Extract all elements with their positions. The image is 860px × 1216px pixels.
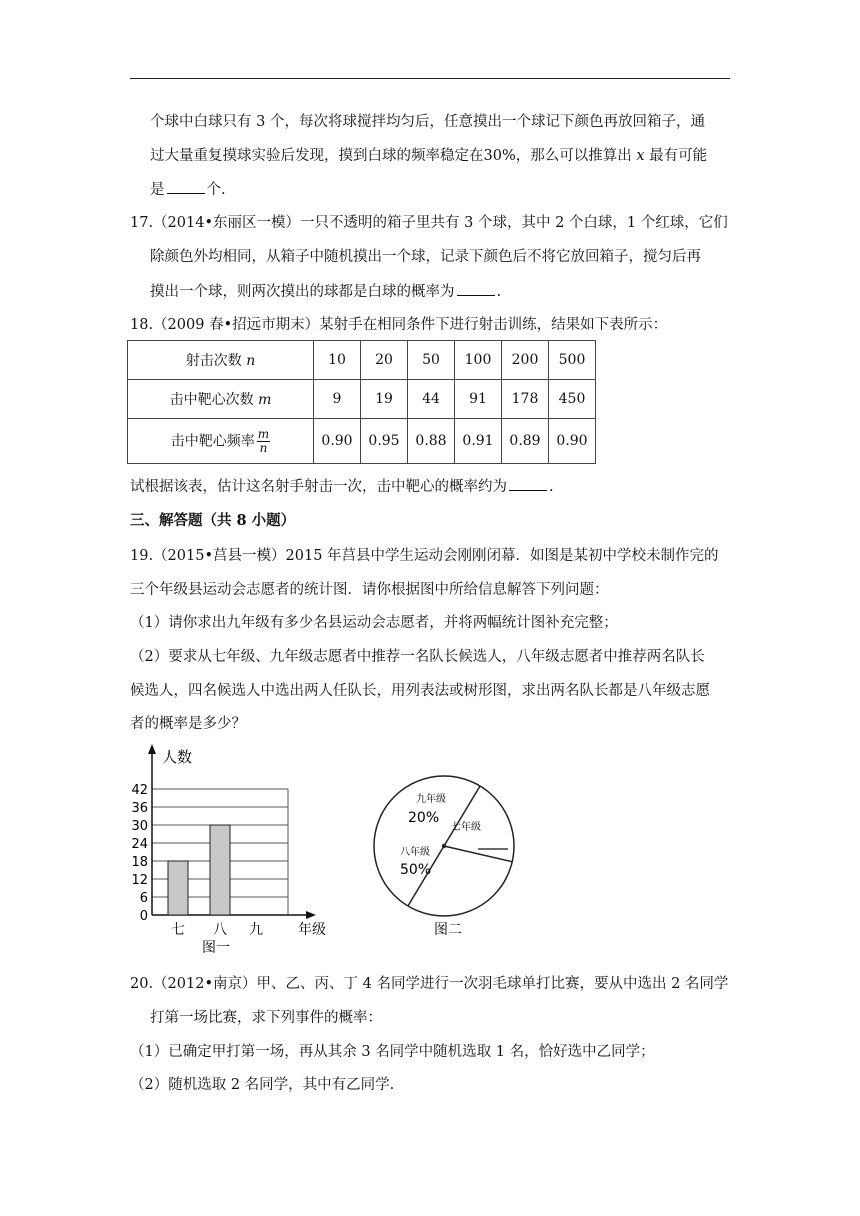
q17-line1: 17.（2014•东丽区一模）一只不透明的箱子里共有 3 个球，其中 2 个白球，1 个红球，它们 [130,215,728,231]
pie-center [442,844,446,848]
q19-line4: （2）要求从七年级、九年级志愿者中推荐一名队长候选人，八年级志愿者中推荐两名队长 [130,649,705,665]
x-tick-label: 七 [171,922,185,938]
bar-8 [210,825,230,915]
q20-line1: 20.（2012•南京）甲、乙、丙、丁 4 名同学进行一次羽毛球单打比赛，要从中选出 2 名同学 [130,976,729,992]
y-tick-label: 24 [131,837,148,852]
chart-title: 图一 [202,940,230,956]
bar-7 [168,861,188,915]
y-tick-label: 6 [139,891,148,906]
table-cell: 0.95 [361,419,408,464]
table-cell: 9 [314,380,361,419]
table-row-header: 击中靶心次数 m [128,380,314,419]
q20-line4: （2）随机选取 2 名同学，其中有乙同学. [130,1077,395,1093]
answer-blank [167,179,205,194]
table-cell: 0.89 [502,419,549,464]
table-cell: 450 [549,380,596,419]
chart-bars [168,825,230,915]
q20-line2: 打第一场比赛，求下列事件的概率： [150,1010,382,1026]
table-cell: 0.90 [314,419,361,464]
y-tick-label: 12 [131,873,148,888]
table-cell: 10 [314,341,361,380]
y-tick-label: 36 [131,801,148,816]
table-cell: 0.91 [455,419,502,464]
slice-label-grade8: 八年级 [400,847,430,858]
table-cell: 91 [455,380,502,419]
y-tick-label: 30 [131,819,148,834]
y-axis-arrow [148,744,156,754]
q19-line5: 候选人，四名候选人中选出两人任队长，用列表法或树形图，求出两名队长都是八年级志愿 [130,683,710,699]
y-axis-label: 人数 [162,748,193,766]
q19-line6: 者的概率是多少？ [130,716,246,732]
q18-after: 试根据该表，估计这名射手射击一次，击中靶心的概率约为 . [130,476,554,497]
x-axis-arrow [306,911,316,919]
fraction-m-over-n: $\frac{m}{n}$ [257,426,270,455]
x-tick-label: 八 [213,922,227,938]
chart-title: 图二 [434,922,462,938]
answer-blank [509,476,547,491]
y-tick-label: 42 [131,783,148,798]
q17-line3: 摸出一个球，则两次摸出的球都是白球的概率为 . [150,281,501,302]
bar-chart [118,738,348,960]
table-cell: 200 [502,341,549,380]
pie-chart [360,740,540,946]
q20-line3: （1）已确定甲打第一场，再从其余 3 名同学中随机选取 1 名，恰好选中乙同学； [130,1044,655,1060]
slice-value-grade9: 20% [408,810,440,826]
header-rule [130,78,730,79]
table-row [128,341,596,380]
table-cell: 0.88 [408,419,455,464]
y-tick-label: 18 [131,855,148,870]
shooting-table [127,340,596,464]
q19-line3: （1）请你求出九年级有多少名县运动会志愿者，并将两幅统计图补充完整； [130,615,618,631]
table-cell: 178 [502,380,549,419]
table-cell: 0.90 [549,419,596,464]
slice-value-grade8: 50% [400,862,432,878]
x-tick-labels [171,922,263,938]
table-row [128,419,596,464]
table-cell: 20 [361,341,408,380]
section-heading: 三、解答题（共 8 小题） [130,512,296,529]
x-axis-label: 年级 [298,922,326,938]
answer-blank [457,281,495,296]
q18-line1: 18.（2009 春•招远市期末）某射手在相同条件下进行射击训练，结果如下表所示： [130,317,668,333]
q17-line2: 除颜色外均相同，从箱子中随机摸出一个球，记录下颜色后不将它放回箱子，搅匀后再 [150,249,701,265]
q16-line1: 个球中白球只有 3 个，每次将球搅拌均匀后，任意摸出一个球记下颜色再放回箱子，通 [150,114,705,130]
table-cell: 100 [455,341,502,380]
table-cell: 19 [361,380,408,419]
y-tick-label: 0 [139,909,148,924]
table-cell: 50 [408,341,455,380]
q19-line2: 三个年级县运动会志愿者的统计图．请你根据图中所给信息解答下列问题： [130,582,609,598]
q19-line1: 19.（2015•莒县一模）2015 年莒县中学生运动会刚刚闭幕．如图是某初中学校未制作完的 [130,548,719,564]
x-tick-label: 九 [249,922,263,938]
table-cell: 44 [408,380,455,419]
slice-label-grade9: 九年级 [416,794,446,805]
q16-line2: 过大量重复摸球实验后发现，摸到白球的频率稳定在30%，那么可以推算出 x 最有可能 [150,148,708,164]
table-cell: 500 [549,341,596,380]
table-row-header: 击中靶心频率 $\frac{m}{n}$ [128,419,314,464]
slice-label-grade7: 七年级 [451,822,481,833]
q16-line3: 是 个. [150,179,226,200]
slice-boundary [444,786,480,846]
y-tick-labels [131,783,148,924]
table-row [128,380,596,419]
var-x: x [636,148,645,164]
table-row-header: 射击次数 n [128,341,314,380]
